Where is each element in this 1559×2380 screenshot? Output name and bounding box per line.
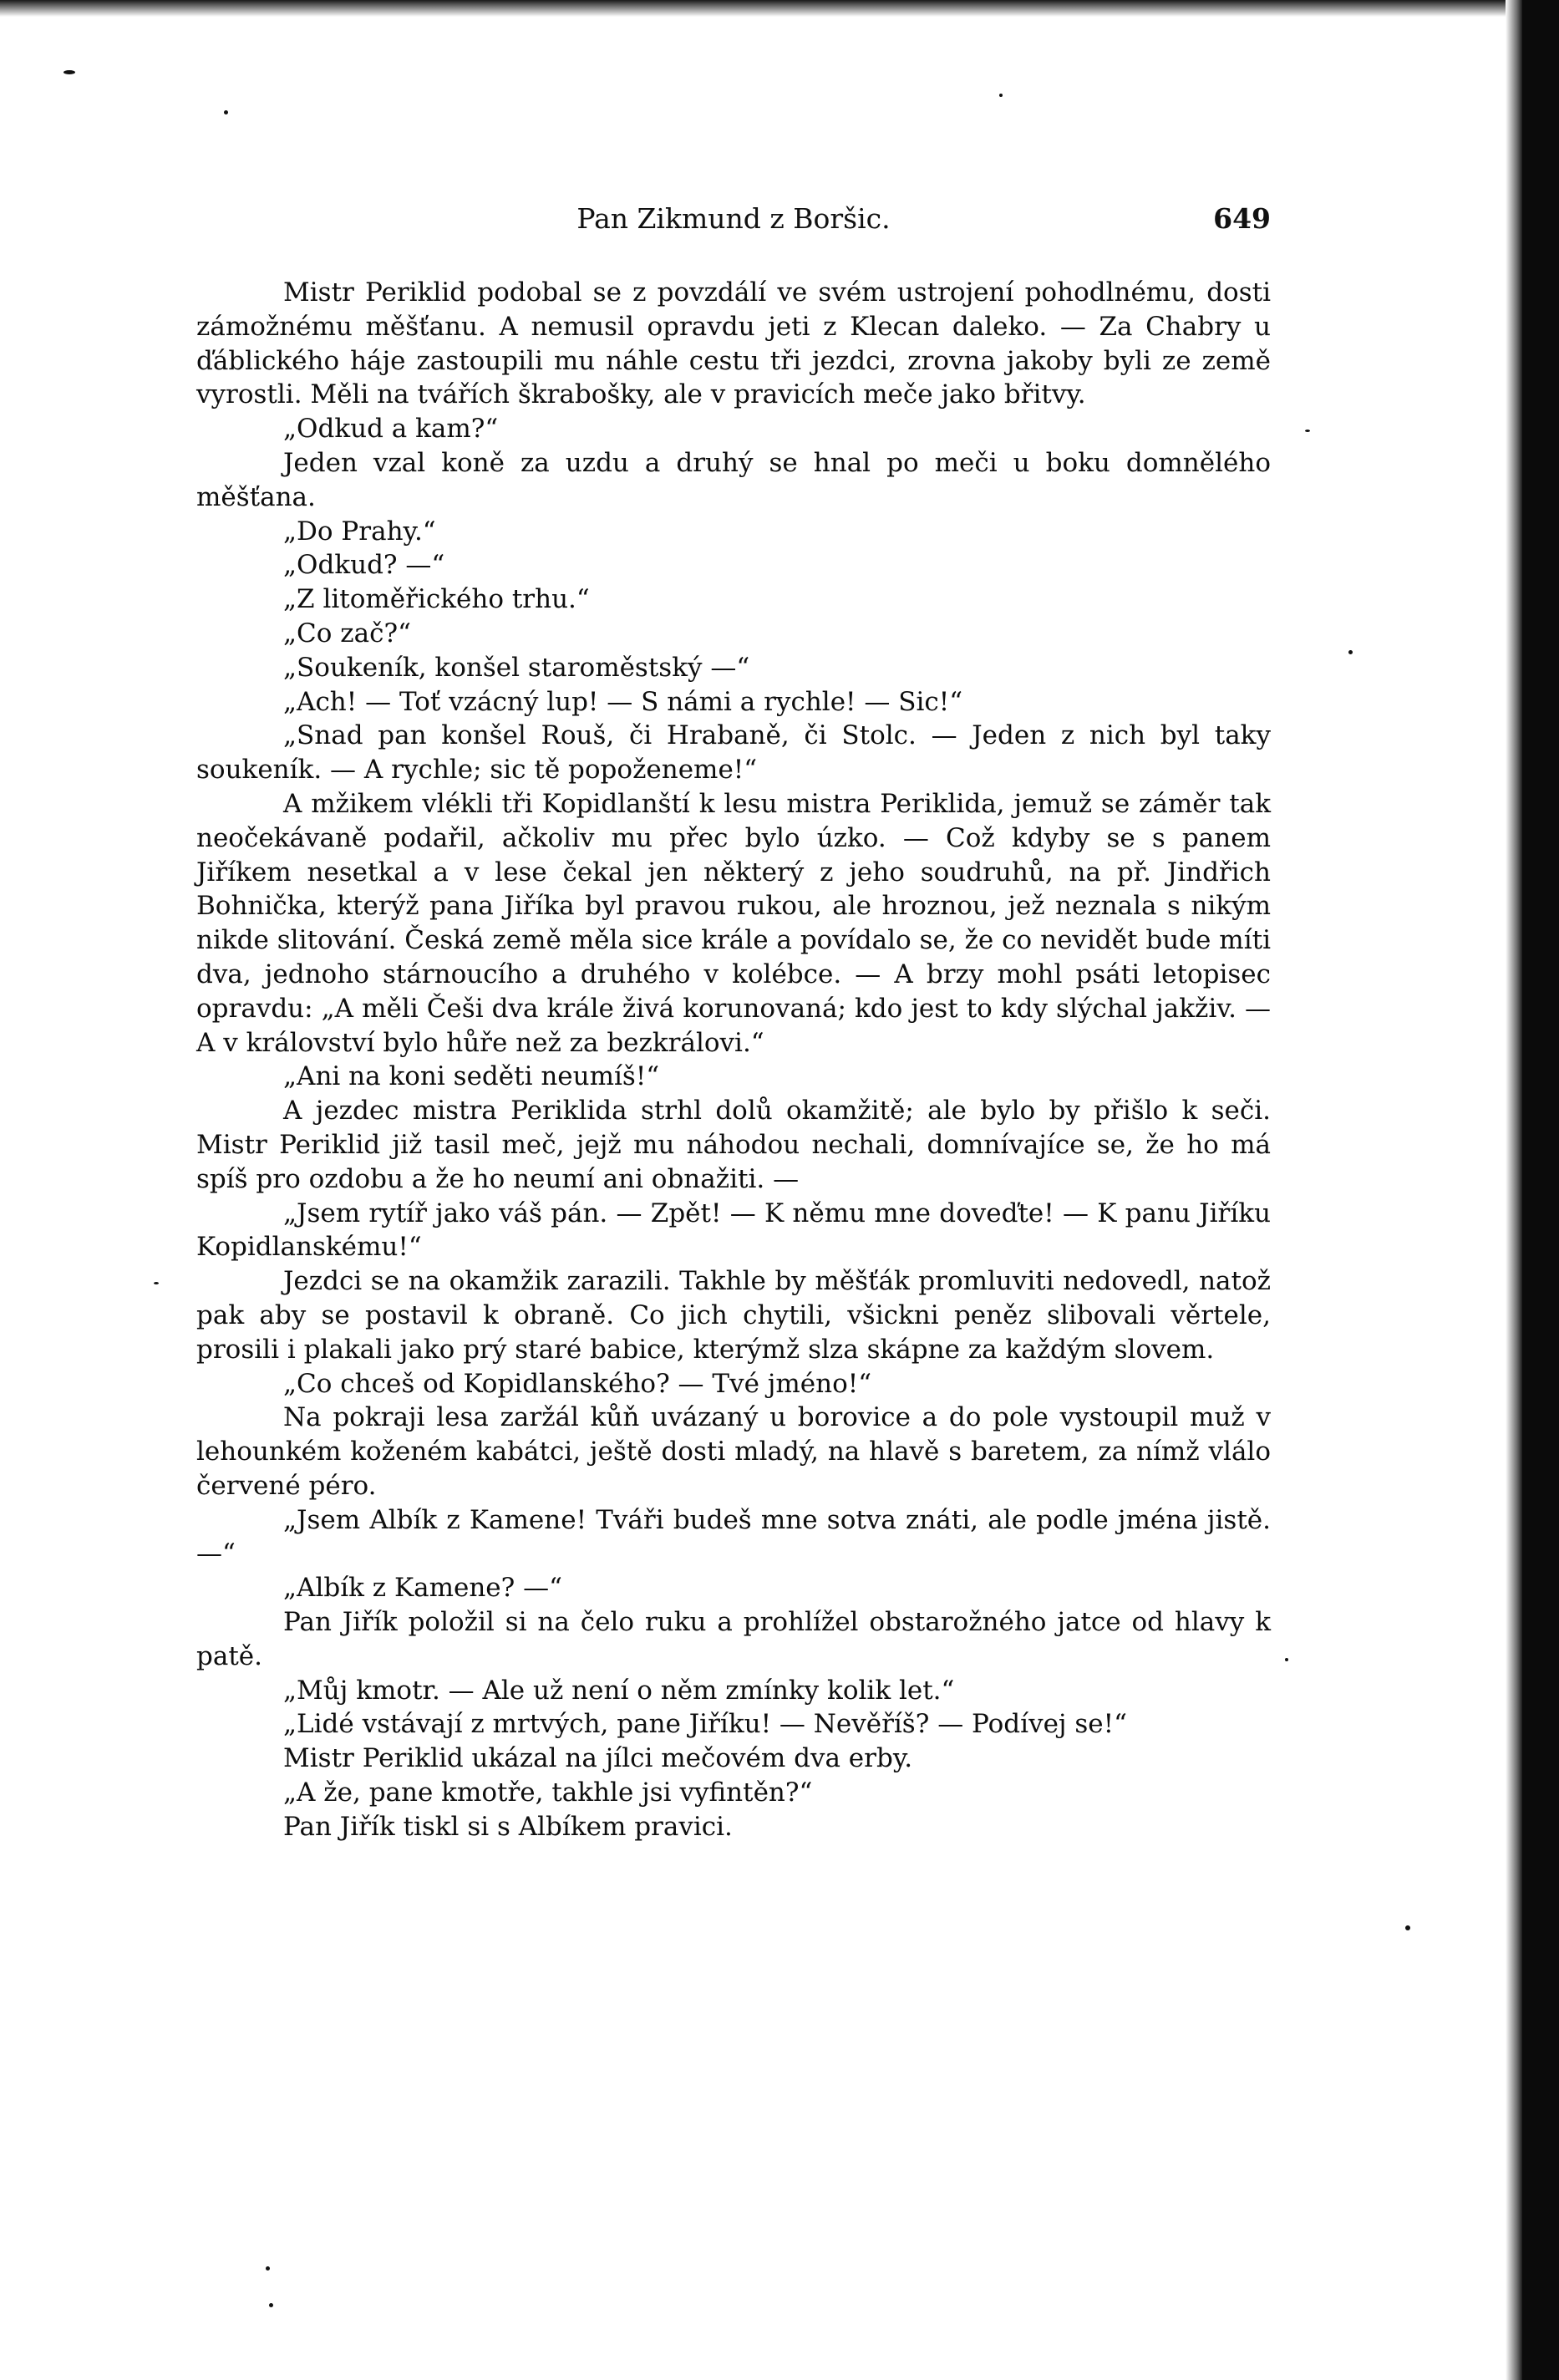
paragraph: „Co zač?“ [283, 618, 411, 648]
paragraph: Pan Jiřík položil si na čelo ruku a prohlížel obstarožného jatce od hlavy k patě. [196, 1607, 1271, 1671]
paragraph: „Jsem Albík z Kamene! Tváři budeš mne sotva znáti, ale podle jména jistě. —“ [196, 1504, 1271, 1569]
paragraph: „Co chceš od Kopidlanského? — Tvé jméno!“ [283, 1368, 872, 1399]
page-body [196, 276, 1271, 1844]
paragraph: „Odkud? —“ [283, 550, 445, 581]
paragraph: Mistr Periklid ukázal na jílci mečovém dva erby. [283, 1743, 913, 1774]
paragraph: „Odkud a kam?“ [283, 414, 499, 445]
scan-speck [63, 70, 75, 74]
paragraph: „A že, pane kmotře, takhle jsi vyfintěn?“ [283, 1777, 813, 1808]
scan-speck [224, 110, 228, 114]
paragraph: „Ani na koni seděti neumíš!“ [283, 1061, 660, 1092]
paragraph: Jezdci se na okamžik zarazili. Takhle by měšťák promluviti nedovedl, natož pak aby se postavil k obraně. Co jich chytili, všickni peněz slibovali věrtele, prosili i plakali jako prý staré babice, kterýmž slza skápne za každým slovem. [196, 1266, 1271, 1365]
scan-top-shadow [0, 0, 1559, 17]
scan-speck [269, 2303, 273, 2307]
paragraph: „Do Prahy.“ [283, 516, 436, 547]
scan-edge-gradient [1506, 0, 1522, 2380]
page-number: 649 [1213, 202, 1271, 235]
paragraph: Na pokraji lesa zaržál kůň uvázaný u borovice a do pole vystoupil muž v lehounkém koženém kabátci, ještě dosti mladý, na hlavě s baretem, za nímž vlálo červené péro. [196, 1402, 1271, 1501]
scan-speck [1405, 1925, 1410, 1930]
scan-speck [1305, 430, 1310, 432]
paragraph: A mžikem vlékli tři Kopidlanští k lesu mistra Periklida, jemuž se záměr tak neočekávaně podařil, ačkoliv mu přec bylo úzko. — Což kdyby se s panem Jiříkem nesetkal a v lese čekal jen některý z jeho soudruhů, na př. Jindřich Bohnička, kterýž pana Jiříka byl pravou rukou, ale hroznou, jež neznala s nikým nikde slitování. Česká země měla sice krále a povídalo se, že co nevidět bude míti dva, jednoho stárnoucího a druhého v kolébce. — A brzy mohl psáti letopisec opravdu: „A měli Češi dva krále živá korunovaná; kdo jest to kdy slýchal jakživ. — A v království bylo hůře než za bezkrálovi.“ [196, 788, 1271, 1058]
paragraph: Mistr Periklid podobal se z povzdálí ve svém ustrojení pohodlnému, dosti zámožnému měšťanu. A nemusil opravdu jeti z Klecan daleko. — Za Chabry u ďáblického háje zastoupili mu náhle cestu tři jezdci, zrovna jakoby byli ze země vyrostli. Měli na tvářích škrabošky, ale v pravicích meče jako břitvy. [196, 277, 1271, 410]
running-header [196, 202, 1271, 246]
paragraph: „Albík z Kamene? —“ [283, 1573, 562, 1604]
scan-speck [266, 2266, 270, 2271]
paragraph: „Z litoměřického trhu.“ [283, 584, 590, 615]
paragraph: Pan Jiřík tiskl si s Albíkem pravici. [283, 1811, 733, 1842]
paragraph: A jezdec mistra Periklida strhl dolů okamžitě; ale bylo by přišlo k seči. Mistr Periklid již tasil meč, jejž mu náhodou nechali, domnívajíce se, že ho má spíš pro ozdobu a že ho neumí ani obnažiti. — [196, 1096, 1271, 1194]
paragraph: „Můj kmotr. — Ale už není o něm zmínky kolik let.“ [283, 1675, 955, 1706]
paragraph: „Jsem rytíř jako váš pán. — Zpět! — K němu mne doveďte! — K panu Jiříku Kopidlanskému!“ [196, 1198, 1271, 1263]
paragraph: „Soukeník, konšel staroměstský —“ [283, 652, 750, 683]
paragraph: „Snad pan konšel Rouš, či Hrabaně, či Stolc. — Jeden z nich byl taky soukeník. — A rychle; sic tě popoženeme!“ [196, 720, 1271, 786]
scan-speck [154, 1282, 159, 1284]
paragraph: „Ach! — Toť vzácný lup! — S námi a rychle! — Sic!“ [283, 686, 963, 717]
scan-speck [1285, 1658, 1288, 1661]
scan-speck [1348, 650, 1353, 654]
running-title: Pan Zikmund z Boršic. [576, 202, 891, 235]
scan-speck [999, 94, 1003, 97]
paragraph: Jeden vzal koně za uzdu a druhý se hnal po meči u boku domnělého měšťana. [196, 447, 1271, 512]
paragraph: „Lidé vstávají z mrtvých, pane Jiříku! — Nevěříš? — Podívej se!“ [283, 1709, 1127, 1740]
scan-edge-shadow [1522, 0, 1559, 2380]
